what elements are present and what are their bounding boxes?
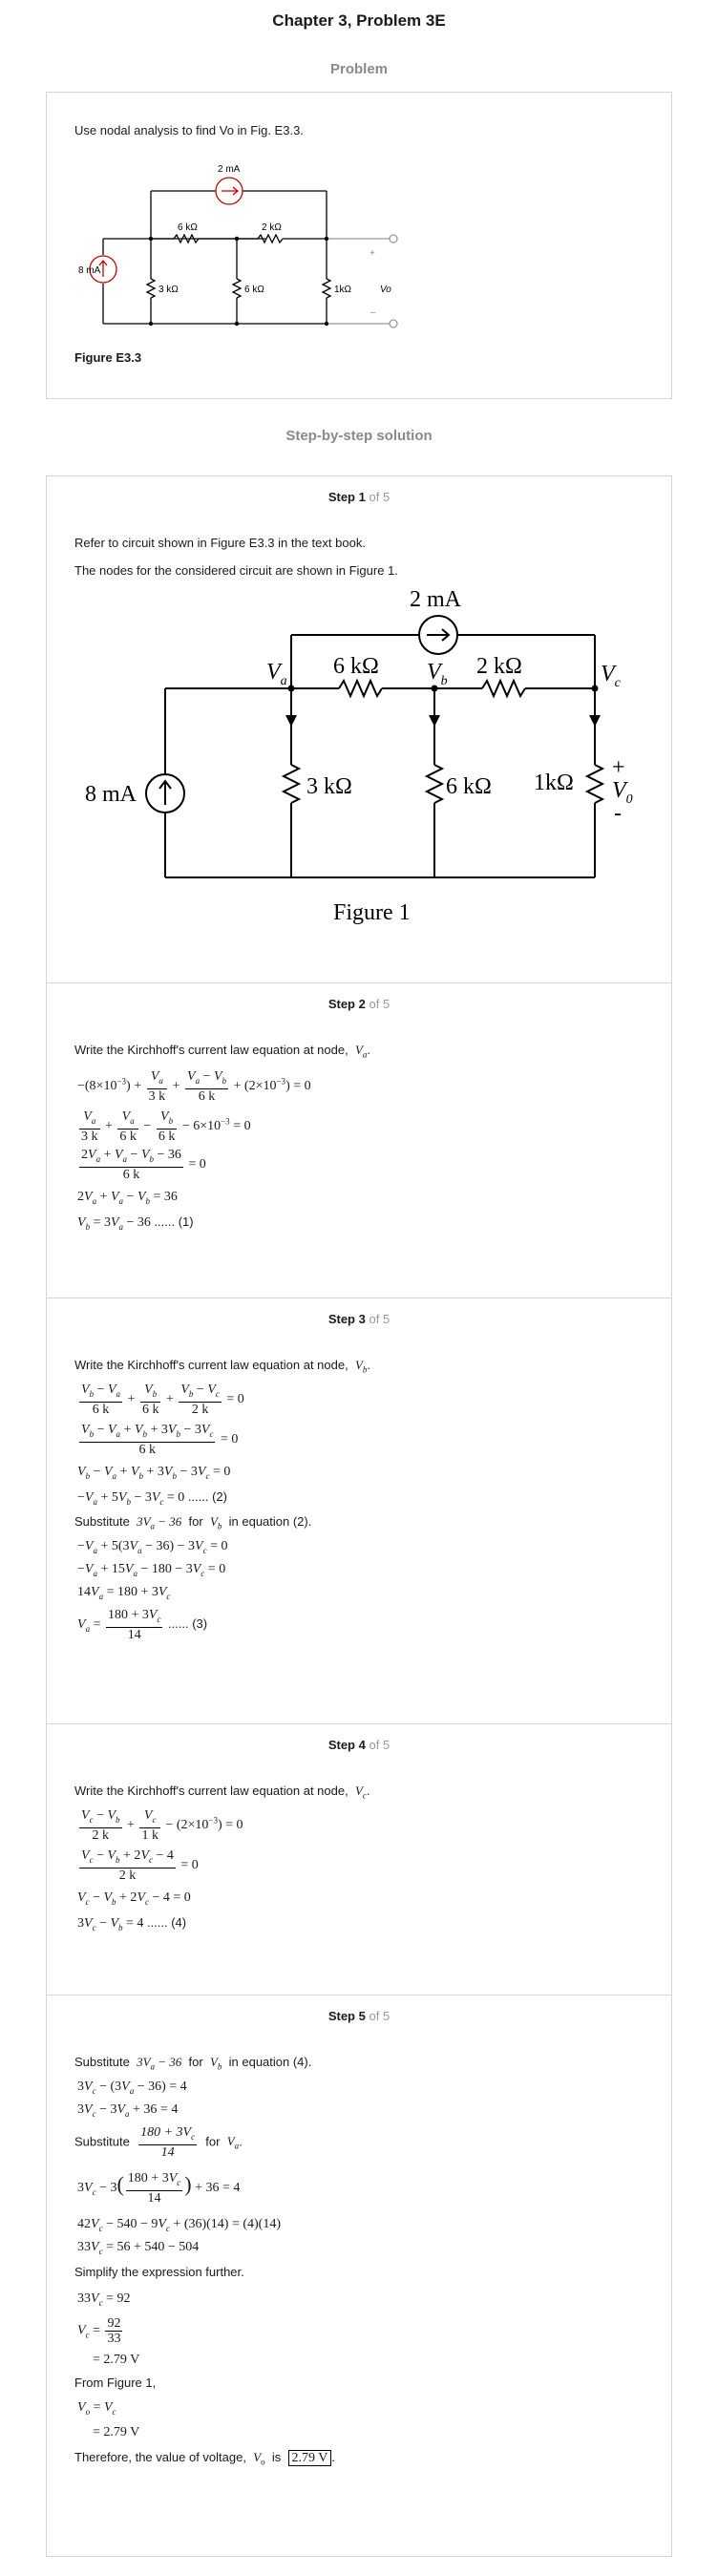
label-vo: Vo <box>380 285 391 295</box>
eq-3-1: $\frac{V_b - V_a}{6 k}$ + $\frac{V_b}{6 k}$ + $\frac{V_b - V_c}{2 k}$ = 0 <box>81 1383 244 1417</box>
step-3-heading: Step 3 of 5 <box>327 1312 391 1326</box>
step-4-heading: Step 4 of 5 <box>327 1738 391 1752</box>
step-2 <box>47 982 671 1299</box>
fig1-label-6k: 6 kΩ <box>333 654 379 679</box>
step-5 <box>47 1995 671 2557</box>
eq-4-3: $V_c - V_b + 2V_c - 4 = 0$ <box>77 1890 191 1907</box>
fig1-node-vc: $V_c$ <box>601 662 621 690</box>
eq-2-4: $2V_a + V_a - V_b = 36$ <box>77 1190 178 1206</box>
fig1-node-vb: $V_b$ <box>427 660 448 688</box>
step-3-subst: Substitute $3V_a - 36$ for $V_b$ in equation (2). <box>74 1514 312 1531</box>
step-5-simplify: Simplify the expression further. <box>74 2265 244 2279</box>
fig1-label-8ma: 8 mA <box>85 782 137 807</box>
label-8ma: 8 mA <box>78 265 101 276</box>
step-4 <box>47 1723 671 1995</box>
eq-2-2: $\frac{V_a}{3 k}$ + $\frac{V_a}{6 k}$ − $\frac{V_b}{6 k}$ − $6\times 10^{-3} = 0$ <box>81 1109 251 1144</box>
fig1-node-va: $V_a$ <box>266 660 287 688</box>
eq-2-3: $\frac{2V_a + V_a - V_b - 36}{6 k}$ = 0 <box>81 1148 206 1182</box>
step-4-intro: Write the Kirchhoff's current law equation at node, $V_c$. <box>74 1784 370 1801</box>
eq-5-6: $33V_c = 92$ <box>77 2291 131 2308</box>
eq-3-4: $-V_a + 5V_b - 3V_c = 0$ ...... (2) <box>77 1489 227 1507</box>
fig1-vo: $V_0$ <box>612 778 633 807</box>
fig1-plus: + <box>612 755 625 780</box>
figure-caption: Figure E3.3 <box>74 350 142 365</box>
eq-4-4: $3V_c - V_b = 4$ ...... (4) <box>77 1915 187 1932</box>
label-1k: 1kΩ <box>334 285 352 295</box>
step-1-text-1: Refer to circuit shown in Figure E3.3 in the text book. <box>74 536 366 550</box>
fig1-label-6k-b: 6 kΩ <box>446 774 492 799</box>
eq-5-3: $3V_c - 3$( $\frac{180 + 3V_c}{14}$ ) + 36 = 4 <box>77 2171 241 2206</box>
final-answer: Therefore, the value of voltage, $V_o$ is 2.79 V . <box>74 2450 335 2467</box>
eq-5-10: = 2.79 V <box>93 2425 140 2439</box>
fig1-label-3k: 3 kΩ <box>306 774 352 799</box>
eq-3-2: $\frac{V_b - V_a + V_b + 3V_b - 3V_c}{6 k}$ = 0 <box>81 1423 239 1457</box>
label-2k: 2 kΩ <box>262 222 282 233</box>
label-minus: – <box>370 307 376 318</box>
label-3k: 3 kΩ <box>158 285 179 295</box>
fig1-minus: - <box>614 801 622 826</box>
step-1-heading: Step 1 of 5 <box>327 490 391 504</box>
fig1-caption: Figure 1 <box>333 900 411 925</box>
step-3-intro: Write the Kirchhoff's current law equation at node, $V_b$. <box>74 1358 371 1375</box>
solution-box <box>46 475 672 2557</box>
eq-3-3: $V_b - V_a + V_b + 3V_b - 3V_c = 0$ <box>77 1465 231 1481</box>
eq-4-2: $\frac{V_c - V_b + 2V_c - 4}{2 k}$ = 0 <box>81 1848 199 1883</box>
eq-5-7: $V_c$ = $\frac{92}{33}$ <box>77 2316 121 2346</box>
figure-1-circuit <box>47 587 633 931</box>
step-5-from-fig: From Figure 1, <box>74 2375 157 2390</box>
step-5-heading: Step 5 of 5 <box>327 2009 391 2023</box>
solution-heading: Step-by-step solution <box>285 428 433 444</box>
eq-2-5: $V_b = 3V_a - 36$ ...... (1) <box>77 1214 194 1232</box>
eq-3-6: $-V_a + 15V_a - 180 - 3V_c = 0$ <box>77 1562 226 1578</box>
label-plus: + <box>370 248 375 259</box>
eq-5-1: $3V_c - (3V_a - 36) = 4$ <box>77 2080 187 2096</box>
problem-box <box>46 92 672 399</box>
answer-box: 2.79 V <box>288 2450 332 2466</box>
label-6k: 6 kΩ <box>178 222 198 233</box>
problem-heading: Problem <box>329 61 388 77</box>
eq-5-9: $V_o = V_c$ <box>77 2400 116 2417</box>
step-2-heading: Step 2 of 5 <box>327 997 391 1011</box>
page-title: Chapter 3, Problem 3E <box>272 11 446 30</box>
fig1-label-2ma: 2 mA <box>410 587 461 612</box>
eq-5-5: $33V_c = 56 + 540 - 504$ <box>77 2240 200 2256</box>
label-2ma: 2 mA <box>218 164 241 175</box>
eq-5-4: $42V_c - 540 - 9V_c + (36)(14) = (4)(14)$ <box>77 2217 282 2233</box>
step-3 <box>47 1298 671 1724</box>
step-1-text-2: The nodes for the considered circuit are shown in Figure 1. <box>74 563 398 578</box>
fig1-label-1k: 1kΩ <box>534 771 574 795</box>
problem-circuit <box>74 155 504 346</box>
eq-4-1: $\frac{V_c - V_b}{2 k}$ + $\frac{V_c}{1 k}$ − $(2\times 10^{-3}) = 0$ <box>81 1808 243 1843</box>
step-5-subst-2: Substitute $\frac{180 + 3V_c}{14}$ for $V_a$. <box>74 2125 243 2160</box>
problem-statement: Use nodal analysis to find Vo in Fig. E3.3. <box>74 123 304 137</box>
eq-3-5: $-V_a + 5(3V_a - 36) - 3V_c = 0$ <box>77 1539 228 1555</box>
step-2-intro: Write the Kirchhoff's current law equation at node, $V_a$. <box>74 1043 371 1060</box>
step-1 <box>47 476 671 982</box>
label-6k-b: 6 kΩ <box>244 285 264 295</box>
eq-5-2: $3V_c - 3V_a + 36 = 4$ <box>77 2102 179 2119</box>
eq-2-1: $-(8\times 10^{-3})$ + $\frac{V_a}{3 k}$ + $\frac{V_a - V_b}{6 k}$ + $(2\times 10^{-3}) = 0$ <box>77 1069 311 1104</box>
fig1-label-2k: 2 kΩ <box>476 654 522 679</box>
eq-3-8: $V_a$ = $\frac{180 + 3V_c}{14}$ ...... (3) <box>77 1608 208 1642</box>
eq-3-7: $14V_a = 180 + 3V_c$ <box>77 1585 171 1601</box>
step-5-subst-1: Substitute $3V_a - 36$ for $V_b$ in equation (4). <box>74 2055 312 2072</box>
eq-5-8: = 2.79 V <box>93 2353 140 2367</box>
